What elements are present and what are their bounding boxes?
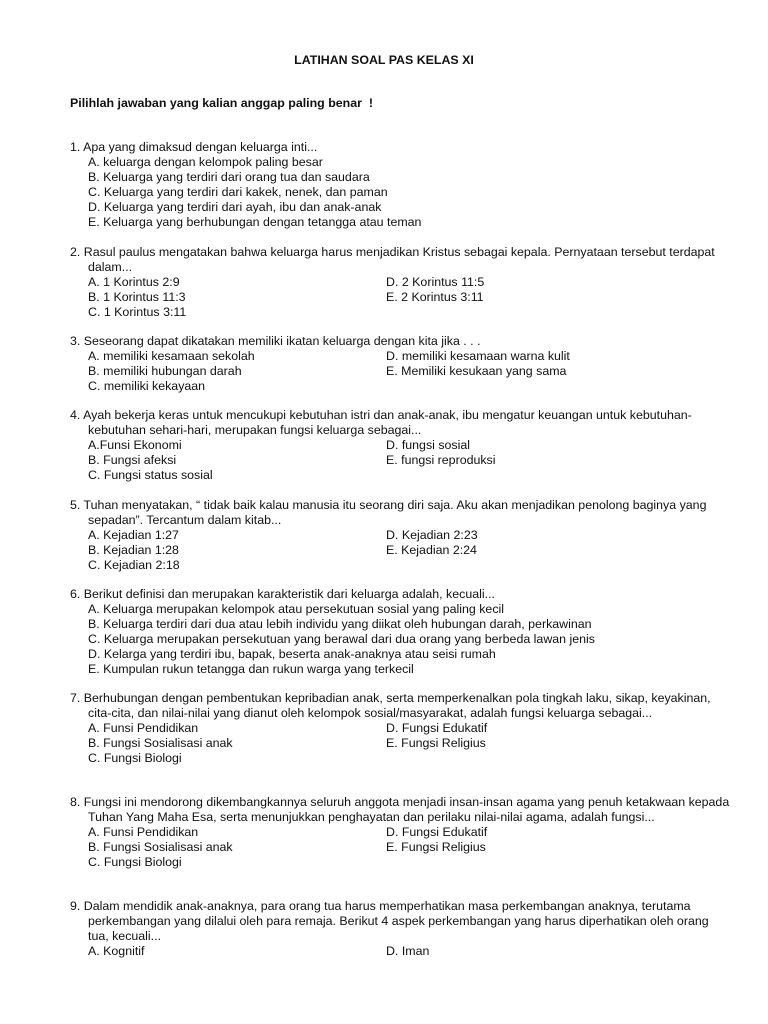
answer-option: C. Fungsi Biologi bbox=[88, 855, 182, 869]
answer-option: B. Fungsi Sosialisasi anak bbox=[88, 736, 233, 750]
answer-option: A. 1 Korintus 2:9 bbox=[88, 275, 180, 289]
answer-option: E. fungsi reproduksi bbox=[386, 453, 496, 467]
answer-options bbox=[70, 155, 730, 230]
answer-option: B. Keluarga yang terdiri dari orang tua dan saudara bbox=[88, 170, 370, 184]
question-stem: 3. Seseorang dapat dikatakan memiliki ikatan keluarga dengan kita jika . . . bbox=[70, 334, 481, 348]
question-stem: 2. Rasul paulus mengatakan bahwa keluarga harus menjadikan Kristus sebagai kepala. Pernyataan tersebut terdapat dalam... bbox=[70, 245, 715, 274]
answer-option: A. keluarga dengan kelompok paling besar bbox=[88, 155, 323, 169]
answer-option: E. Kejadian 2:24 bbox=[386, 543, 477, 557]
answer-options bbox=[70, 944, 730, 959]
answer-option: A. memiliki kesamaan sekolah bbox=[88, 349, 255, 363]
answer-option: B. Kejadian 1:28 bbox=[88, 543, 179, 557]
answer-option: C. Keluarga yang terdiri dari kakek, nenek, dan paman bbox=[88, 185, 388, 199]
answer-option: B. Fungsi Sosialisasi anak bbox=[88, 840, 233, 854]
page-title: LATIHAN SOAL PAS KELAS XI bbox=[294, 53, 474, 67]
answer-options bbox=[70, 349, 730, 394]
answer-option: D. Iman bbox=[386, 944, 430, 958]
answer-options bbox=[70, 721, 730, 766]
answer-option: B. Keluarga terdiri dari dua atau lebih individu yang diikat oleh hubungan darah, perkawinan bbox=[88, 617, 592, 631]
question-stem: 8. Fungsi ini mendorong dikembangkannya seluruh anggota menjadi insan-insan agama yang penuh ketakwaan kepada Tuhan Yang Maha Esa, serta menunjukkan penghayatan dan perilaku nilai-nilai agama, adalah fungsi... bbox=[70, 795, 730, 824]
question-stem: 9. Dalam mendidik anak-anaknya, para orang tua harus memperhatikan masa perkembangan anaknya, terutama perkembangan yang dilalui oleh para remaja. Berikut 4 aspek perkembangan yang harus diperhatikan oleh orang tua, kecuali... bbox=[70, 899, 709, 943]
answer-option: A. Keluarga merupakan kelompok atau persekutuan sosial yang paling kecil bbox=[88, 602, 505, 616]
answer-option: C. memiliki kekayaan bbox=[88, 379, 206, 393]
answer-option: C. Keluarga merupakan persekutuan yang berawal dari dua orang yang berbeda lawan jenis bbox=[88, 632, 595, 646]
question-stem: 4. Ayah bekerja keras untuk mencukupi kebutuhan istri dan anak-anak, ibu mengatur keuangan untuk kebutuhan-kebutuhan sehari-hari, merupakan fungsi keluarga sebagai... bbox=[70, 408, 692, 437]
question-stem: 7. Berhubungan dengan pembentukan kepribadian anak, serta memperkenalkan pola tingkah laku, sikap, keyakinan, cita-cita, dan nilai-nilai yang dianut oleh kelompok sosial/masyarakat, adalah fungsi keluarga sebagai... bbox=[70, 691, 711, 720]
answer-option: E. Fungsi Religius bbox=[386, 840, 486, 854]
answer-option: A. Funsi Pendidikan bbox=[88, 721, 199, 735]
question-stem: 1. Apa yang dimaksud dengan keluarga inti... bbox=[70, 140, 318, 154]
answer-option: D. memiliki kesamaan warna kulit bbox=[386, 349, 570, 363]
answer-option: D. Kelarga yang terdiri ibu, bapak, beserta anak-anaknya atau seisi rumah bbox=[88, 647, 496, 661]
question-2 bbox=[70, 245, 730, 320]
answer-option: D. Keluarga yang terdiri dari ayah, ibu dan anak-anak bbox=[88, 200, 382, 214]
question-1 bbox=[70, 140, 730, 230]
answer-option: E. Fungsi Religius bbox=[386, 736, 486, 750]
answer-options bbox=[70, 602, 730, 677]
answer-option: C. Fungsi status sosial bbox=[88, 468, 213, 482]
question-3 bbox=[70, 334, 730, 394]
answer-option: D. Fungsi Edukatif bbox=[386, 721, 488, 735]
question-5 bbox=[70, 498, 730, 573]
question-stem: 5. Tuhan menyatakan, “ tidak baik kalau manusia itu seorang diri saja. Aku akan menjadikan penolong baginya yang sepadan”. Tercantum dalam kitab... bbox=[70, 498, 707, 527]
answer-options bbox=[70, 825, 730, 870]
answer-option: A.Funsi Ekonomi bbox=[88, 438, 182, 452]
answer-option: C. Kejadian 2:18 bbox=[88, 558, 180, 572]
question-8 bbox=[70, 795, 730, 870]
answer-option: A. Funsi Pendidikan bbox=[88, 825, 199, 839]
answer-option: D. Fungsi Edukatif bbox=[386, 825, 488, 839]
question-4 bbox=[70, 408, 730, 483]
answer-options bbox=[70, 438, 730, 483]
answer-option: E. Keluarga yang berhubungan dengan tetangga atau teman bbox=[88, 215, 422, 229]
answer-option: B. Fungsi afeksi bbox=[88, 453, 177, 467]
answer-option: C. 1 Korintus 3:11 bbox=[88, 305, 187, 319]
question-7 bbox=[70, 691, 730, 766]
answer-option: E. 2 Korintus 3:11 bbox=[386, 290, 484, 304]
question-stem: 6. Berikut definisi dan merupakan karakteristik dari keluarga adalah, kecuali... bbox=[70, 587, 495, 601]
answer-option: A. Kejadian 1:27 bbox=[88, 528, 179, 542]
answer-option: E. Memiliki kesukaan yang sama bbox=[386, 364, 567, 378]
answer-option: A. Kognitif bbox=[88, 944, 145, 958]
answer-option: D. Kejadian 2:23 bbox=[386, 528, 478, 542]
question-9 bbox=[70, 899, 730, 959]
answer-option: D. 2 Korintus 11:5 bbox=[386, 275, 485, 289]
answer-option: E. Kumpulan rukun tetangga dan rukun warga yang terkecil bbox=[88, 662, 414, 676]
answer-options bbox=[70, 528, 730, 573]
answer-option: C. Fungsi Biologi bbox=[88, 751, 182, 765]
question-6 bbox=[70, 587, 730, 677]
answer-option: B. 1 Korintus 11:3 bbox=[88, 290, 186, 304]
answer-option: D. fungsi sosial bbox=[386, 438, 471, 452]
instruction-text: Pilihlah jawaban yang kalian anggap paling benar ! bbox=[70, 96, 373, 110]
answer-option: B. memiliki hubungan darah bbox=[88, 364, 242, 378]
answer-options bbox=[70, 275, 730, 320]
